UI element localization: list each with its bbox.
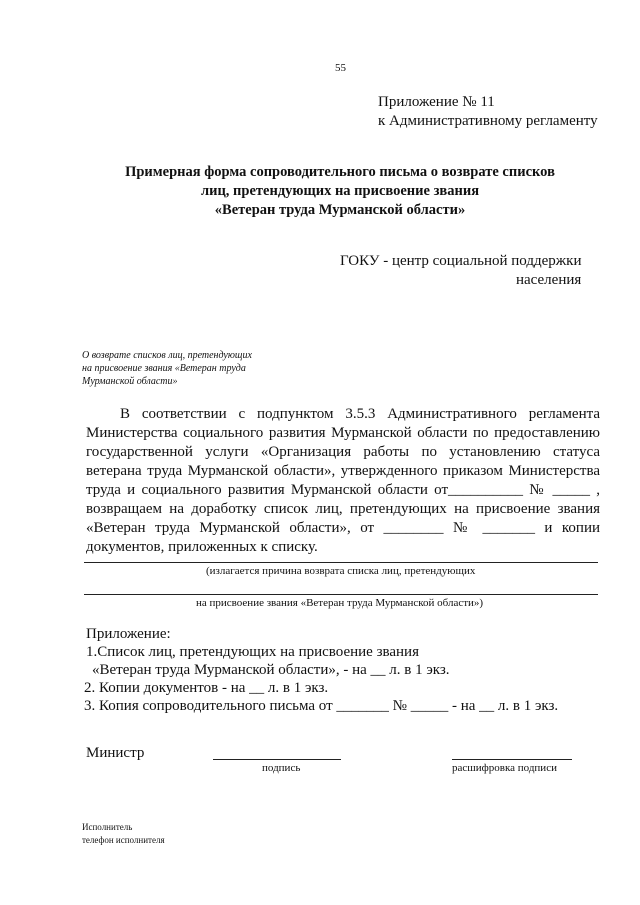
signature-decoding-caption: расшифровка подписи [452,762,557,774]
addressee-line-1: ГОКУ - центр социальной поддержки [340,253,582,269]
page-number: 55 [335,62,346,74]
appendix-number: Приложение № 11 [378,94,495,110]
document-title-line-2: лиц, претендующих на присвоение звания [200,183,480,199]
document-title-line-1: Примерная форма сопроводительного письма о возврате списков [125,164,555,180]
attachment-item-3: 3. Копия сопроводительного письма от _______ № _____ - на __ л. в 1 экз. [84,698,559,714]
reason-caption-2: на присвоение звания «Ветеран труда Мурманской области») [196,597,484,609]
subject-line-2: на присвоение звания «Ветеран труда [82,363,246,374]
attachment-item-1: 1.Список лиц, претендующих на присвоение звания [86,644,419,660]
signature-line [213,759,341,760]
body-line-6: возвращаем на доработку список лиц, претендующих на присвоение звания [86,501,600,517]
subject-line-3: Мурманской области» [82,376,178,387]
attachment-item-1-cont: «Ветеран труда Мурманской области», - на __ л. в 1 экз. [92,662,450,678]
subject-line-1: О возврате списков лиц, претендующих [82,350,252,361]
body-line-1: В соответствии с подпунктом 3.5.3 Административного регламента [120,406,600,422]
body-line-5: труда и социального развития Мурманской области от__________ № _____ , [86,482,600,498]
signature-caption: подпись [262,762,301,774]
reason-caption-1: (излагается причина возврата списка лиц, претендующих [206,565,476,577]
body-line-4: ветерана труда Мурманской области», утвержденного приказом Министерства [86,463,600,479]
executor-phone-label: телефон исполнителя [82,835,165,845]
signature-decoding-line [452,759,572,760]
document-title-line-3: «Ветеран труда Мурманской области» [214,202,466,218]
reason-line-1 [84,562,598,563]
executor-label: Исполнитель [82,822,133,832]
body-line-3: государственной услуги «Организация работы по установлению статуса [86,444,600,460]
signer-position: Министр [86,745,145,761]
body-line-2: Министерства социального развития Мурманской области по предоставлению [86,425,600,441]
reason-line-2 [84,594,598,595]
attachments-heading: Приложение: [86,626,171,642]
appendix-reference: к Административному регламенту [378,113,598,129]
body-line-8: документов, приложенных к списку. [86,539,318,555]
addressee-line-2: населения [516,272,582,288]
attachment-item-2: 2. Копии документов - на __ л. в 1 экз. [84,680,329,696]
body-line-7: «Ветеран труда Мурманской области», от ________ № _______ и копии [86,520,600,536]
